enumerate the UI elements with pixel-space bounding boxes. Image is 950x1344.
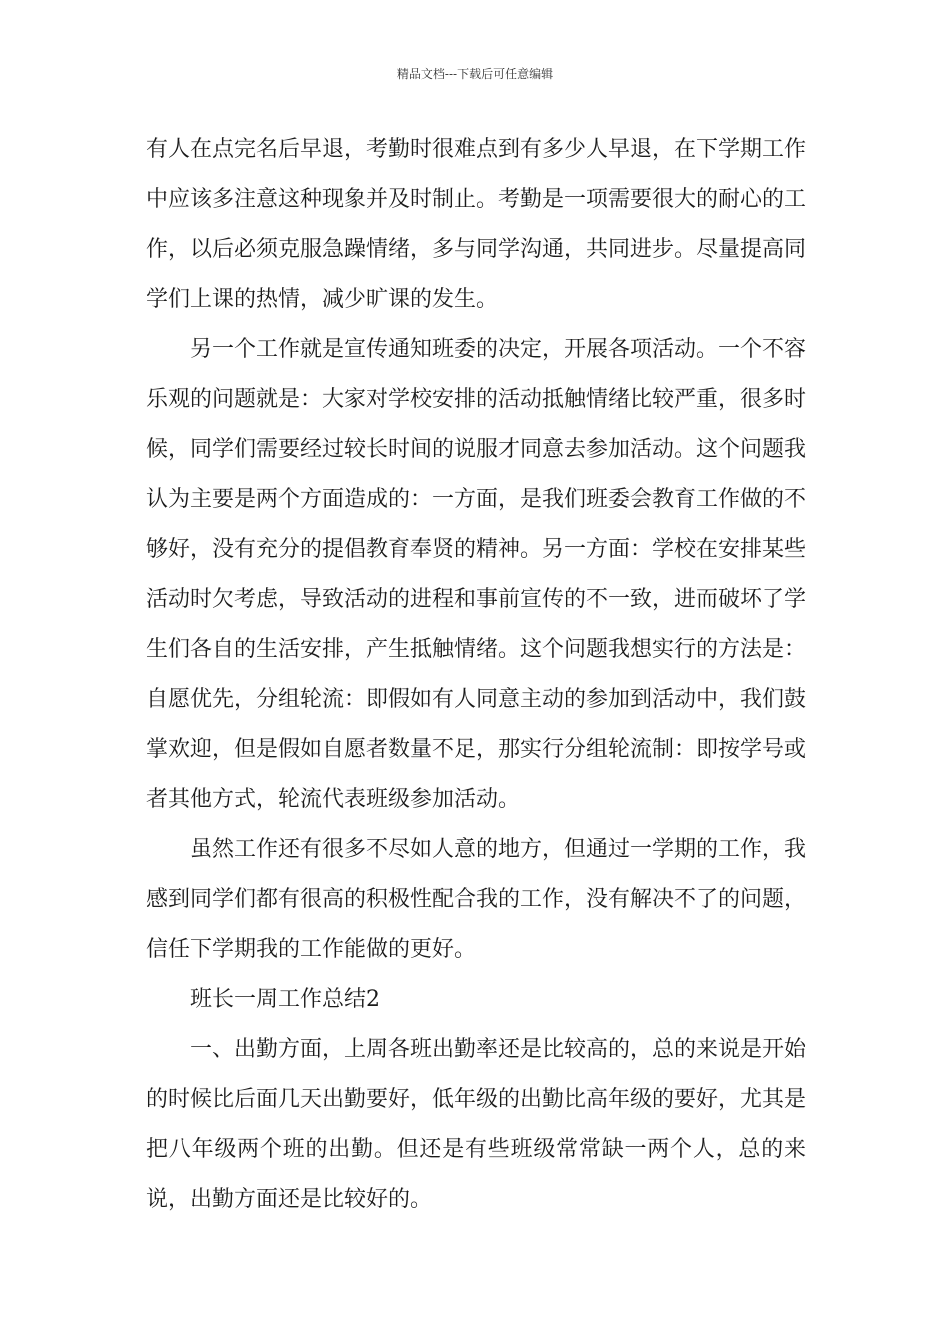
paragraph-attendance-continued: 有人在点完名后早退，考勤时很难点到有多少人早退，在下学期工作中应该多注意这种现象并及时制止。考勤是一项需要很大的耐心的工作，以后必须克服急躁情绪，多与同学沟通，共同进步。尽量提高同学们上课的热情，减少旷课的发生。 <box>146 137 807 312</box>
paragraph-conclusion: 虽然工作还有很多不尽如人意的地方，但通过一学期的工作，我感到同学们都有很高的积极性配合我的工作，没有解决不了的问题，信任下学期我的工作能做的更好。 <box>146 837 807 962</box>
paragraph-attendance-summary: 一、出勤方面，上周各班出勤率还是比较高的，总的来说是开始的时候比后面几天出勤要好，低年级的出勤比高年级的要好，尤其是把八年级两个班的出勤。但还是有些班级常常缺一两个人，总的来说，出勤方面还是比较好的。 <box>146 1037 807 1212</box>
page-header: 精品文档---下载后可任意编辑 <box>396 67 554 81</box>
document-body <box>146 125 806 1225</box>
section-heading: 班长一周工作总结2 <box>190 987 380 1012</box>
paragraph-activities: 另一个工作就是宣传通知班委的决定，开展各项活动。一个不容乐观的问题就是：大家对学校安排的活动抵触情绪比较严重，很多时候，同学们需要经过较长时间的说服才同意去参加活动。这个问题我认为主要是两个方面造成的：一方面，是我们班委会教育工作做的不够好，没有充分的提倡教育奉贤的精神。另一方面：学校在安排某些活动时欠考虑，导致活动的进程和事前宣传的不一致，进而破坏了学生们各自的生活安排，产生抵触情绪。这个问题我想实行的方法是：自愿优先，分组轮流：即假如有人同意主动的参加到活动中，我们鼓掌欢迎，但是假如自愿者数量不足，那实行分组轮流制：即按学号或者其他方式，轮流代表班级参加活动。 <box>146 337 807 812</box>
